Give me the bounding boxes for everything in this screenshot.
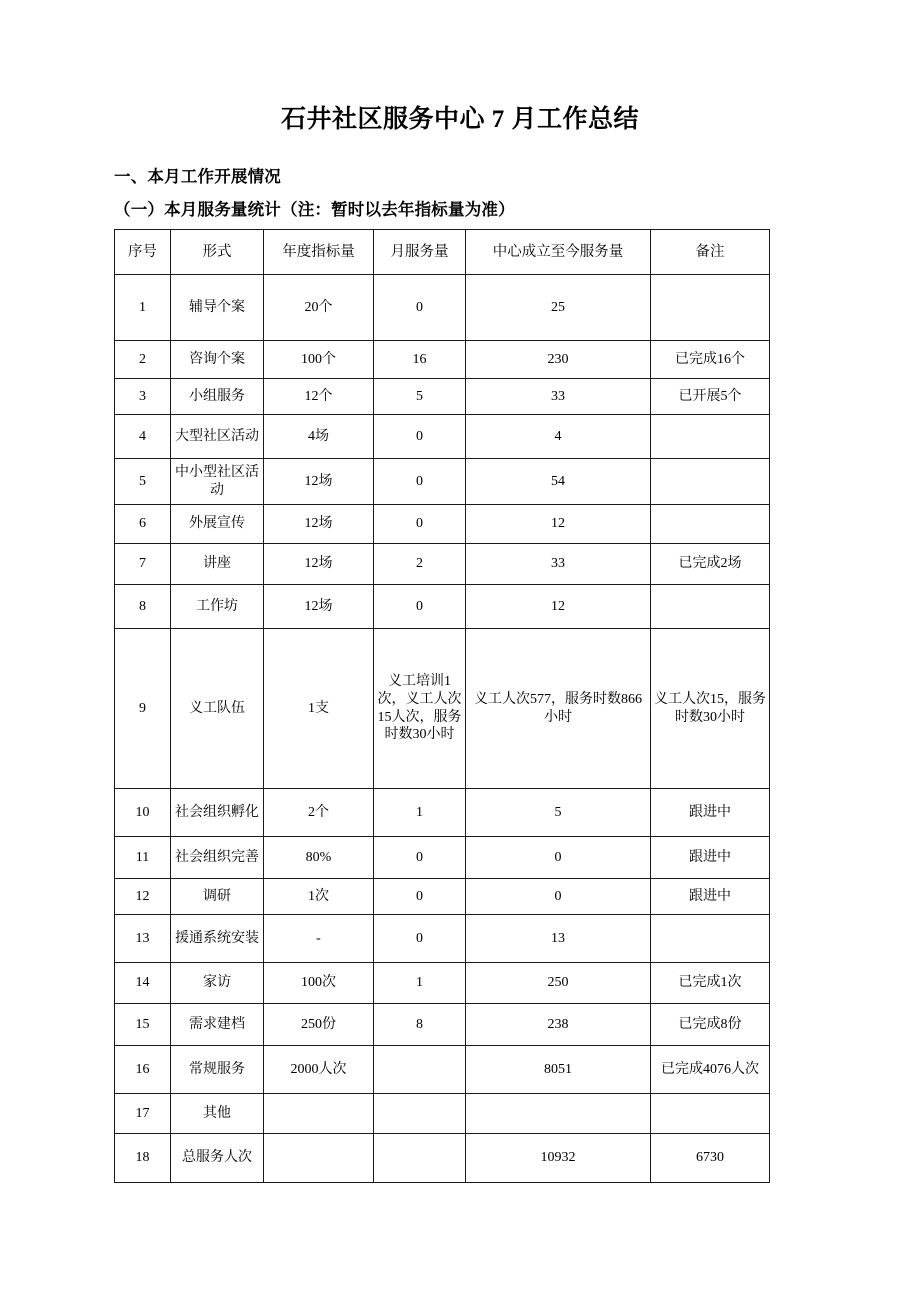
cell-total: 54	[466, 459, 651, 505]
cell-form: 小组服务	[171, 379, 264, 415]
cell-form: 调研	[171, 879, 264, 915]
cell-form: 义工队伍	[171, 629, 264, 789]
cell-no: 5	[115, 459, 171, 505]
cell-total: 25	[466, 275, 651, 341]
cell-form: 外展宣传	[171, 505, 264, 544]
cell-form: 中小型社区活动	[171, 459, 264, 505]
table-row	[115, 915, 770, 963]
column-header-remark: 备注	[651, 230, 770, 275]
cell-total: 义工人次577，服务时数866小时	[466, 629, 651, 789]
cell-form: 社会组织完善	[171, 837, 264, 879]
cell-form: 工作坊	[171, 585, 264, 629]
cell-monthly: 16	[374, 341, 466, 379]
service-statistics-table	[114, 229, 770, 1183]
cell-total: 4	[466, 415, 651, 459]
column-header-monthly: 月服务量	[374, 230, 466, 275]
cell-total: 230	[466, 341, 651, 379]
cell-annual: 12场	[264, 585, 374, 629]
cell-monthly: 义工培训1次，义工人次15人次，服务时数30小时	[374, 629, 466, 789]
cell-monthly	[374, 1046, 466, 1094]
cell-monthly: 8	[374, 1004, 466, 1046]
cell-total: 12	[466, 505, 651, 544]
cell-form: 大型社区活动	[171, 415, 264, 459]
cell-annual: 12场	[264, 505, 374, 544]
column-header-annual: 年度指标量	[264, 230, 374, 275]
cell-no: 7	[115, 544, 171, 585]
cell-form: 需求建档	[171, 1004, 264, 1046]
cell-form: 讲座	[171, 544, 264, 585]
cell-annual: 2000人次	[264, 1046, 374, 1094]
table-row	[115, 459, 770, 505]
cell-annual: 100次	[264, 963, 374, 1004]
cell-remark: 跟进中	[651, 837, 770, 879]
cell-form: 辅导个案	[171, 275, 264, 341]
cell-remark: 跟进中	[651, 879, 770, 915]
cell-no: 8	[115, 585, 171, 629]
cell-remark: 已完成4076人次	[651, 1046, 770, 1094]
cell-no: 18	[115, 1134, 171, 1183]
cell-annual: 80%	[264, 837, 374, 879]
cell-no: 4	[115, 415, 171, 459]
cell-total	[466, 1094, 651, 1134]
column-header-no: 序号	[115, 230, 171, 275]
cell-monthly: 0	[374, 915, 466, 963]
cell-monthly	[374, 1134, 466, 1183]
cell-no: 17	[115, 1094, 171, 1134]
cell-total: 250	[466, 963, 651, 1004]
cell-total: 12	[466, 585, 651, 629]
cell-monthly	[374, 1094, 466, 1134]
cell-no: 3	[115, 379, 171, 415]
cell-remark	[651, 585, 770, 629]
table-row	[115, 1134, 770, 1183]
cell-annual: 12场	[264, 459, 374, 505]
table-row	[115, 379, 770, 415]
page-title: 石井社区服务中心 7 月工作总结	[280, 106, 639, 133]
cell-remark: 已完成2场	[651, 544, 770, 585]
cell-no: 15	[115, 1004, 171, 1046]
cell-annual	[264, 1094, 374, 1134]
cell-monthly: 0	[374, 505, 466, 544]
cell-total: 0	[466, 837, 651, 879]
cell-total: 33	[466, 544, 651, 585]
cell-no: 1	[115, 275, 171, 341]
cell-monthly: 2	[374, 544, 466, 585]
cell-form: 总服务人次	[171, 1134, 264, 1183]
cell-annual: 100个	[264, 341, 374, 379]
cell-total: 0	[466, 879, 651, 915]
cell-remark: 已开展5个	[651, 379, 770, 415]
cell-no: 9	[115, 629, 171, 789]
cell-no: 2	[115, 341, 171, 379]
cell-no: 12	[115, 879, 171, 915]
table-row	[115, 505, 770, 544]
cell-monthly: 0	[374, 585, 466, 629]
table-row	[115, 879, 770, 915]
cell-form: 家访	[171, 963, 264, 1004]
table-header-row	[115, 230, 770, 275]
cell-total: 13	[466, 915, 651, 963]
cell-annual: 12个	[264, 379, 374, 415]
cell-annual: 4场	[264, 415, 374, 459]
cell-annual: 2个	[264, 789, 374, 837]
table-row	[115, 415, 770, 459]
cell-remark	[651, 915, 770, 963]
table-row	[115, 585, 770, 629]
cell-remark	[651, 275, 770, 341]
cell-no: 14	[115, 963, 171, 1004]
cell-total: 8051	[466, 1046, 651, 1094]
cell-remark	[651, 459, 770, 505]
table-row	[115, 544, 770, 585]
cell-monthly: 0	[374, 415, 466, 459]
cell-form: 其他	[171, 1094, 264, 1134]
cell-total: 5	[466, 789, 651, 837]
cell-monthly: 0	[374, 459, 466, 505]
cell-remark: 已完成1次	[651, 963, 770, 1004]
cell-annual: 12场	[264, 544, 374, 585]
table-row	[115, 1094, 770, 1134]
table-row	[115, 341, 770, 379]
cell-form: 社会组织孵化	[171, 789, 264, 837]
cell-total: 10932	[466, 1134, 651, 1183]
cell-monthly: 0	[374, 879, 466, 915]
cell-annual: 250份	[264, 1004, 374, 1046]
cell-annual: 1支	[264, 629, 374, 789]
cell-monthly: 0	[374, 837, 466, 879]
cell-no: 16	[115, 1046, 171, 1094]
cell-monthly: 1	[374, 963, 466, 1004]
cell-annual: -	[264, 915, 374, 963]
column-header-form: 形式	[171, 230, 264, 275]
column-header-total: 中心成立至今服务量	[466, 230, 651, 275]
cell-form: 常规服务	[171, 1046, 264, 1094]
table-row	[115, 789, 770, 837]
cell-remark	[651, 415, 770, 459]
cell-annual: 20个	[264, 275, 374, 341]
table-row	[115, 837, 770, 879]
cell-remark: 跟进中	[651, 789, 770, 837]
table-row	[115, 1004, 770, 1046]
cell-monthly: 1	[374, 789, 466, 837]
cell-monthly: 5	[374, 379, 466, 415]
cell-form: 援通系统安装	[171, 915, 264, 963]
section-heading: 一、本月工作开展情况	[114, 167, 281, 186]
cell-annual: 1次	[264, 879, 374, 915]
table-row	[115, 275, 770, 341]
cell-monthly: 0	[374, 275, 466, 341]
cell-remark: 义工人次15，服务时数30小时	[651, 629, 770, 789]
table-row	[115, 629, 770, 789]
cell-remark: 已完成16个	[651, 341, 770, 379]
table-row	[115, 1046, 770, 1094]
cell-no: 13	[115, 915, 171, 963]
cell-annual	[264, 1134, 374, 1183]
cell-no: 11	[115, 837, 171, 879]
table-row	[115, 963, 770, 1004]
cell-total: 33	[466, 379, 651, 415]
cell-remark	[651, 505, 770, 544]
subsection-heading: （一）本月服务量统计（注：暂时以去年指标量为准）	[114, 200, 515, 219]
cell-remark: 6730	[651, 1134, 770, 1183]
cell-no: 10	[115, 789, 171, 837]
cell-remark: 已完成8份	[651, 1004, 770, 1046]
cell-remark	[651, 1094, 770, 1134]
table-body	[115, 275, 770, 1183]
cell-total: 238	[466, 1004, 651, 1046]
cell-form: 咨询个案	[171, 341, 264, 379]
cell-no: 6	[115, 505, 171, 544]
